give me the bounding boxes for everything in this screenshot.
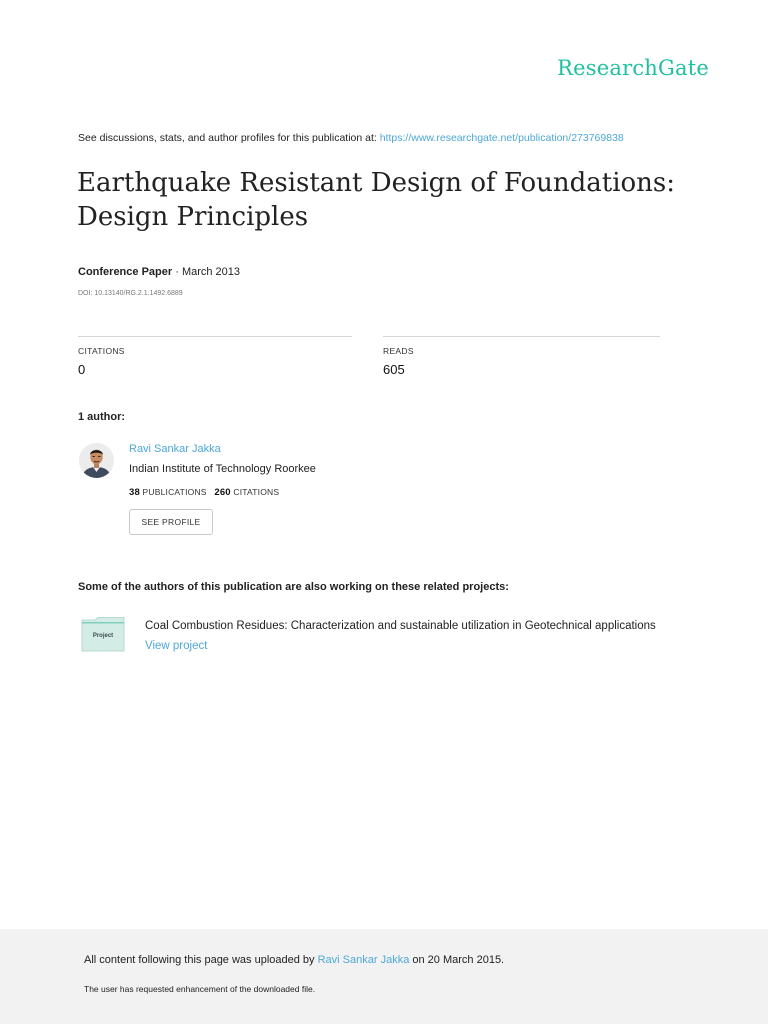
publication-type: Conference Paper (78, 266, 173, 278)
publication-date: March 2013 (181, 266, 241, 278)
author-avatar[interactable] (79, 443, 114, 478)
discussion-prefix: See discussions, stats, and author profiles for this publication at: (78, 132, 380, 144)
uploader-link[interactable]: Ravi Sankar Jakka (317, 954, 410, 966)
view-project-link[interactable]: View project (145, 640, 208, 652)
related-projects-heading: Some of the authors of this publication are also working on these related projects: (78, 581, 509, 593)
see-profile-button[interactable]: SEE PROFILE (129, 509, 213, 535)
publication-doi: DOI: 10.13140/RG.2.1.1492.6889 (78, 290, 183, 297)
upload-line (84, 954, 504, 966)
reads-stat (383, 336, 660, 377)
reads-label: READS (383, 346, 414, 356)
citations-label: CITATIONS (78, 346, 125, 356)
author-name-link[interactable]: Ravi Sankar Jakka (129, 443, 221, 455)
citations-value: 0 (78, 362, 86, 377)
upload-prefix: All content following this page was uploaded by (84, 954, 318, 966)
person-photo-icon (79, 443, 114, 478)
publication-title: Earthquake Resistant Design of Foundations: Design Principles (77, 168, 676, 232)
project-title: Coal Combustion Residues: Characterization and sustainable utilization in Geotechnical applications (145, 620, 656, 632)
author-citations-label: CITATIONS (233, 487, 280, 497)
discussion-line (78, 132, 624, 144)
authors-heading: 1 author: (78, 411, 126, 423)
publication-meta (78, 266, 240, 278)
project-icon-label: Project (92, 633, 114, 639)
citations-stat (78, 336, 352, 377)
reads-value: 605 (383, 362, 405, 377)
author-publications-label: PUBLICATIONS (142, 487, 207, 497)
publication-url-link[interactable]: https://www.researchgate.net/publication/273769838 (379, 132, 624, 144)
footer (0, 929, 768, 1024)
project-folder-icon[interactable] (81, 617, 125, 652)
researchgate-logo[interactable]: ResearchGate (557, 56, 709, 80)
enhancement-note: The user has requested enhancement of the downloaded file. (84, 984, 316, 994)
upload-suffix: on 20 March 2015. (409, 954, 505, 966)
author-stats (129, 487, 279, 498)
meta-separator: · (172, 266, 182, 278)
author-institution: Indian Institute of Technology Roorkee (129, 463, 316, 475)
author-publications-count: 38 (129, 487, 140, 498)
author-citations-count: 260 (214, 487, 231, 498)
